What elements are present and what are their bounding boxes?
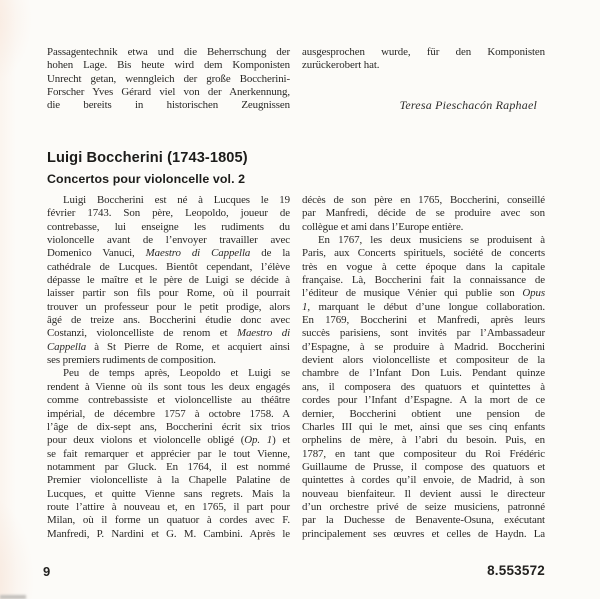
text-line: d’un orchestre privé de seize musiciens, patronné — [302, 500, 545, 513]
text-line: trouver un professeur pour le petit prodige, alors — [47, 300, 290, 313]
text-line: comme contrebassiste et violoncelliste au théâtre — [47, 394, 290, 407]
text-line: décès de son père en 1765, Boccherini, conseillé — [302, 194, 545, 206]
text-line: dernier, Boccherini obtient une pension de — [302, 407, 545, 420]
text-line: devient alors violoncelliste et compositeur de la — [302, 354, 545, 367]
text-line: 1, marquant le début d’une longue collaboration. — [302, 300, 545, 313]
text-line: dépasse le maître et le père de Luigi se décide à — [47, 274, 290, 287]
text-line: française. Là, Boccherini fait la connaissance de — [302, 274, 545, 287]
text-line: En 1767, les deux musiciens se produisent à — [318, 234, 545, 247]
text-line: quintettes à cordes qu’il envoie, de Madrid, à son — [302, 474, 545, 487]
text-line: succès parisiens, sont invités par l’Ambassadeur — [302, 327, 545, 340]
text-line: ses premiers rudiments de composition. — [47, 354, 216, 367]
text-line: Domenico Vanuci, Maestro di Cappella de la — [47, 247, 290, 260]
text-line: chambre de l’Infant Don Luis. Pendant quinze — [302, 367, 545, 380]
text-line: ans, il composera des quatuors et quintettes à — [302, 380, 545, 393]
text-line: rendent à Vienne où ils sont tous les deux engagés — [47, 380, 290, 393]
german-right-column — [302, 46, 545, 113]
text-line: zurückerobert hat. — [302, 59, 380, 72]
text-line: l’éditeur de musique Vénier qui publie son Opus — [302, 287, 545, 300]
french-text-section — [47, 194, 545, 541]
text-line: Costanzi, violoncelliste de renom et Maestro di — [47, 327, 290, 340]
german-text-section — [47, 46, 545, 113]
text-line: l’âge de dix-sept ans, Boccherini écrit six trios — [47, 420, 290, 433]
text-line: Manfredi, P. Nardini et G. M. Cambini. Après le — [47, 527, 290, 540]
text-line: Lucques, et quitte Vienne sans regrets. Mais la — [47, 487, 290, 500]
text-line: Milan, où il forme un quatuor à cordes avec F. — [47, 514, 290, 527]
text-line: âgé de treize ans. Boccherini étudie donc avec — [47, 314, 290, 327]
german-right-lines — [302, 46, 545, 73]
text-line: hohen Lage. Bis heute wird dem Komponisten — [47, 59, 290, 72]
text-line: route l’attire à nouveau et, en 1765, il part pour — [47, 500, 290, 513]
text-line: Unrecht getan, wenngleich der große Boccherini- — [47, 72, 290, 85]
page-number: 9 — [43, 564, 51, 579]
text-line: Cappella à St Pierre de Rome, et acquiert ainsi — [47, 340, 290, 353]
text-line: contrebasse, lui enseigne les rudiments du — [47, 220, 290, 233]
text-line: violoncelle avant de l’envoyer travailler avec — [47, 234, 290, 247]
author-signature: Teresa Pieschacón Raphael — [399, 97, 537, 112]
scan-artifact — [0, 595, 26, 599]
text-line: se fait remarquer et apprécier par le tout Vienne, — [47, 447, 290, 460]
article-heading — [47, 150, 248, 186]
text-line: principalement ses œuvres et celles de Haydn. La — [302, 527, 545, 540]
text-line: très en vogue à cette époque dans la capitale — [302, 260, 545, 273]
catalog-number: 8.553572 — [487, 563, 545, 578]
text-line: impérial, de décembre 1757 à octobre 1758. A — [47, 407, 290, 420]
composer-title: Luigi Boccherini (1743-1805) — [47, 150, 248, 166]
text-line: par la Duchesse de Benavente-Osuna, exécutant — [302, 514, 545, 527]
text-line: laisser partir son fils pour Rome, où il pourrait — [47, 287, 290, 300]
text-line: Premier violoncelliste à la Chapelle Palatine de — [47, 474, 290, 487]
text-line: ausgesprochen wurde, für den Komponisten — [302, 46, 545, 58]
text-line: cathédrale de Lucques. Bientôt cependant, l’élève — [47, 260, 290, 273]
text-line: cordes pour l’Infant d’Espagne. A la mort de ce — [302, 394, 545, 407]
text-line: collègue et ami dans l’Europe entière. — [302, 220, 464, 233]
french-right-column — [302, 194, 545, 541]
text-line: nouveau bienfaiteur. Il devient aussi le directeur — [302, 487, 545, 500]
album-subtitle: Concertos pour violoncelle vol. 2 — [47, 172, 246, 186]
text-line: 1787, en tant que compositeur du Roi Frédéric — [302, 447, 545, 460]
text-line: d’Espagne, à se produire à Madrid. Boccherini — [302, 340, 545, 353]
text-line: Passagentechnik etwa und die Beherrschung der — [47, 46, 290, 58]
text-line: Paris, aux Concerts spirituels, société de concerts — [302, 247, 545, 260]
text-line: En 1769, Boccherini et Manfredi, après leurs — [302, 314, 545, 327]
text-line: die bereits in historischen Zeugnissen — [47, 99, 290, 112]
text-line: orphelins de mère, à l’abri du besoin. Puis, en — [302, 434, 545, 447]
french-left-column — [47, 194, 290, 541]
text-line: Guillaume de Prusse, il compose des quatuors et — [302, 460, 545, 473]
text-line: notamment par Gluck. En 1764, il est nommé — [47, 460, 290, 473]
text-line: par Manfredi, décide de se produire avec son — [302, 207, 545, 220]
text-line: Forscher Yves Gérard viel von der Anerkennung, — [47, 86, 290, 99]
text-line: Charles III qui le met, ainsi que ses cinq enfants — [302, 420, 545, 433]
text-line: Luigi Boccherini est né à Lucques le 19 — [63, 194, 290, 206]
text-line: février 1743. Son père, Leopoldo, joueur de — [47, 207, 290, 220]
text-line: Peu de temps après, Leopoldo et Luigi se — [63, 367, 290, 380]
german-left-column — [47, 46, 290, 113]
text-line: pour deux violons et violoncelle obligé (Op. 1) et — [47, 434, 291, 447]
